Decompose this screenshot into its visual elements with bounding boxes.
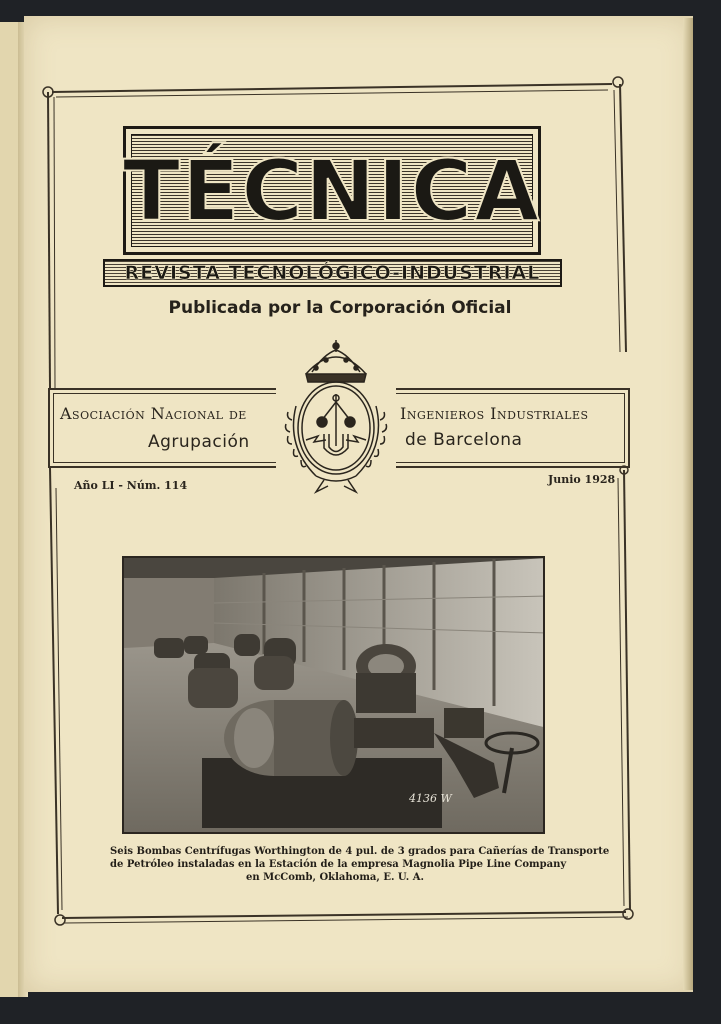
caption-line: Seis Bombas Centrífugas Worthington de 4 pul. de 3 grados para Cañerías de Transporte <box>110 846 610 857</box>
masthead-subtitle: REVISTA TECNOLÓGICO-INDUSTRIAL <box>124 262 541 284</box>
publisher-line: Publicada por la Corporación Oficial <box>168 298 512 318</box>
association-engineers-line: Ingenieros Industriales <box>400 404 589 423</box>
caption-line: de Petróleo instaladas en la Estación de la empresa Magnolia Pipe Line Company <box>110 859 567 870</box>
crowned-engineering-emblem-icon <box>276 336 396 501</box>
masthead-title-box <box>123 126 541 255</box>
association-name-line2: Agrupación <box>148 432 250 452</box>
masthead-subtitle-bar <box>103 259 562 287</box>
masthead-hatched-panel <box>122 134 542 247</box>
association-name-line1: Asociación Nacional de <box>60 404 247 423</box>
association-city-line: de Barcelona <box>405 430 523 450</box>
issue-date: Junio 1928 <box>548 473 616 486</box>
pump-station-photograph <box>122 556 545 834</box>
issue-number: Año LI - Núm. 114 <box>74 479 188 492</box>
masthead-title: TÉCNICA <box>122 141 542 240</box>
photo-illustration <box>124 558 545 834</box>
photo-caption <box>110 845 610 884</box>
photo-handwritten-number: 4136 W <box>409 792 452 805</box>
caption-line: en McComb, Oklahoma, E. U. A. <box>246 872 424 883</box>
